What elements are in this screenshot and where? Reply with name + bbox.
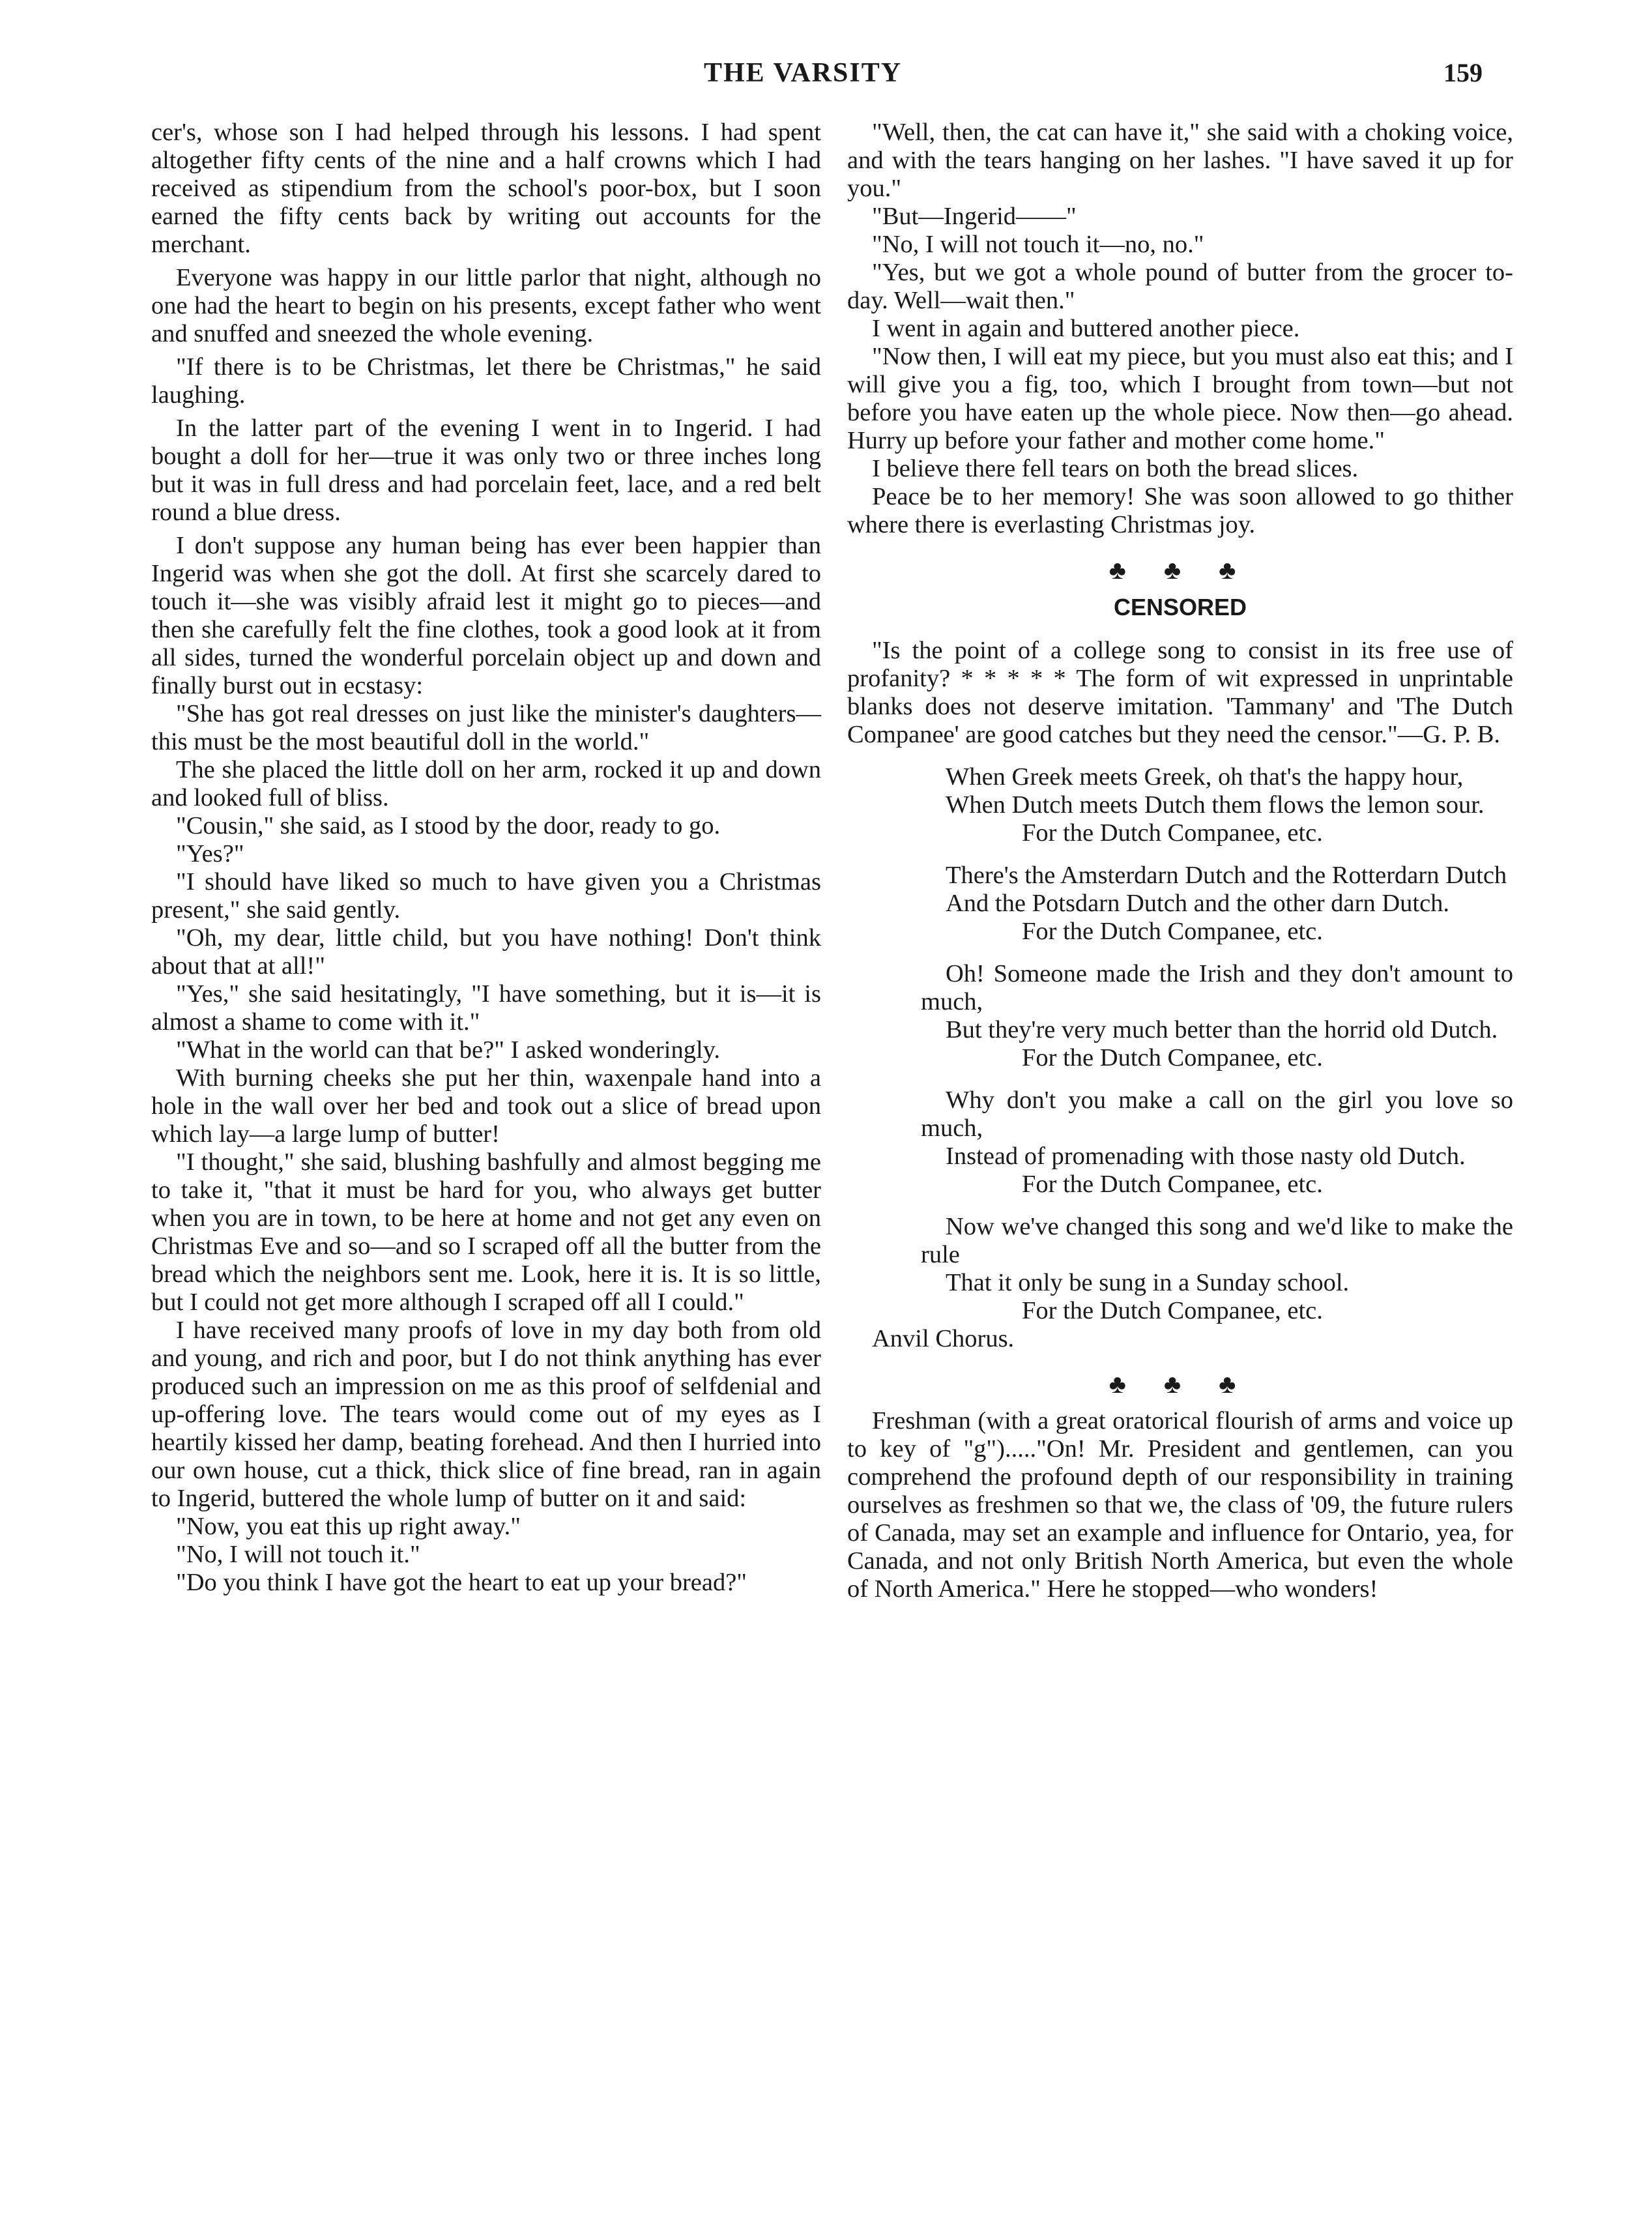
verse-line: And the Potsdarn Dutch and the other darn Dutch. [946,890,1450,917]
paragraph: "I should have liked so much to have given you a Christmas present," she said gently. [151,868,821,924]
verse-chorus: For the Dutch Companee, etc. [1022,819,1323,847]
verse-line: Now we've changed this song and we'd like to make the rule [921,1213,1513,1268]
paragraph: cer's, whose son I had helped through his lessons. I had spent altogether fifty cents of the nine and a half crowns which I had received as stipendium from the school's poor-box, but I soon earned the fifty cents back by writing out accounts for the merchant. [151,119,821,258]
paragraph: I don't suppose any human being has ever been happier than Ingerid was when she got the doll. At first she scarcely dared to touch it—she was visibly afraid lest it might go to pieces—and then she carefully felt the fine clothes, took a good look at it from all sides, turned the wonderful porcelain object up and down and finally burst out in ecstasy: [151,532,821,699]
paragraph: Peace be to her memory! She was soon allowed to go thither where there is everlasting Christmas joy. [847,483,1513,538]
paragraph: "I thought," she said, blushing bashfully and almost begging me to take it, "that it must be hard for you, who always get butter when you are in town, to be here at home and not get any even on Christmas Eve and so—and so I scraped off all the butter from the bread which the neighbors sent me. Look, here it is. It is so little, but I could not get more although I scraped off all I could." [151,1148,821,1316]
paragraph: In the latter part of the evening I went in to Ingerid. I had bought a doll for her—true it was only two or three inches long but it was in full dress and had porcelain feet, lace, and a red belt round a blue dress. [151,415,821,526]
verse-line: Why don't you make a call on the girl you love so much, [921,1086,1513,1142]
paragraph: "If there is to be Christmas, let there be Christmas," he said laughing. [151,353,821,409]
paragraph: "Cousin," she said, as I stood by the door, ready to go. [176,812,721,839]
paragraph: "She has got real dresses on just like the minister's daughters—this must be the most beautiful doll in the world." [151,700,821,755]
club-ornament-icon: ♣ ♣ ♣ [1109,1369,1252,1399]
page-title: THE VARSITY [704,58,903,88]
verse-line: Oh! Someone made the Irish and they don't amount to much, [921,960,1513,1015]
left-column [151,119,821,1597]
song-verse [847,763,1513,847]
page-number: 159 [1443,58,1483,87]
verse-line: There's the Amsterdarn Dutch and the Rotterdarn Dutch [946,862,1507,889]
paragraph: The she placed the little doll on her arm, rocked it up and down and looked full of bliss. [151,756,821,811]
paragraph: "No, I will not touch it—no, no." [872,231,1204,258]
paragraph: "Yes," she said hesitatingly, "I have something, but it is—it is almost a shame to come with it." [151,980,821,1036]
right-column [847,119,1513,1603]
verse-line: Instead of promenading with those nasty old Dutch. [946,1143,1466,1170]
paragraph: "Now then, I will eat my piece, but you must also eat this; and I will give you a fig, too, which I brought from town—but not before you have eaten up the whole piece. Now then—go ahead. Hurry up before your father and mother come home." [847,343,1513,454]
verse-chorus: For the Dutch Companee, etc. [1022,918,1323,945]
paragraph: "What in the world can that be?" I asked wonderingly. [176,1036,721,1064]
paragraph: "No, I will not touch it." [176,1541,420,1568]
verse-line: But they're very much better than the horrid old Dutch. [946,1016,1498,1043]
paragraph: I believe there fell tears on both the bread slices. [872,455,1359,482]
song-verse [847,862,1513,946]
song-verse [847,1086,1513,1199]
paragraph: "Do you think I have got the heart to eat up your bread?" [176,1569,747,1596]
paragraph: I have received many proofs of love in my day both from old and young, and rich and poor, but I do not think anything has ever produced such an impression on me as this proof of selfdenial and up-offering love. The tears would come out of my eyes as I heartily kissed her damp, beating forehead. And then I hurried into our own house, cut a thick, thick slice of fine bread, ran in again to Ingerid, buttered the whole lump of butter on it and said: [151,1317,821,1512]
verse-line: When Greek meets Greek, oh that's the happy hour, [946,763,1464,791]
paragraph: "Oh, my dear, little child, but you have nothing! Don't think about that at all!" [151,924,821,980]
paragraph: "Now, you eat this up right away." [176,1513,521,1540]
paragraph: With burning cheeks she put her thin, waxenpale hand into a hole in the wall over her bed and took out a slice of bread upon which lay—a large lump of butter! [151,1064,821,1148]
censored-heading: CENSORED [1113,594,1247,620]
freshman-paragraph: Freshman (with a great oratorical flourish of arms and voice up to key of "g")....."On! Mr. President and gentlemen, can you comprehend the profound depth of our responsibility in training ourselves as freshmen so that we, the class of '09, the future rulers of Canada, may set an example and influence for Ontario, yea, for Canada, and not only British North America, but even the whole of North America." Here he stopped—who wonders! [847,1407,1513,1603]
censored-intro: "Is the point of a college song to consist in its free use of profanity? * * * * * The form of wit expressed in unprintable blanks does not deserve imitation. 'Tammany' and 'The Dutch Companee' are good catches but they need the censor."—G. P. B. [847,637,1513,748]
verse-chorus: For the Dutch Companee, etc. [1022,1044,1323,1071]
paragraph: "Yes?" [176,840,244,867]
club-ornament-icon: ♣ ♣ ♣ [1109,555,1252,585]
paragraph: "Well, then, the cat can have it," she said with a choking voice, and with the tears hanging on her lashes. "I have saved it up for you." [847,119,1513,202]
verse-line: That it only be sung in a Sunday school. [946,1269,1350,1296]
verse-line: When Dutch meets Dutch them flows the lemon sour. [946,791,1485,819]
song-verse [847,960,1513,1072]
paragraph: I went in again and buttered another piece. [872,315,1300,342]
paragraph: "But—Ingerid——" [872,203,1077,230]
song-verse [847,1213,1513,1353]
verse-chorus: For the Dutch Companee, etc. [1022,1171,1323,1198]
paragraph: Everyone was happy in our little parlor that night, although no one had the heart to begin on his presents, except father who went and snuffed and sneezed the whole evening. [151,264,821,347]
verse-chorus: For the Dutch Companee, etc. [1022,1297,1323,1324]
paragraph: "Yes, but we got a whole pound of butter from the grocer to-day. Well—wait then." [847,259,1513,314]
song-signature: Anvil Chorus. [872,1325,1015,1352]
